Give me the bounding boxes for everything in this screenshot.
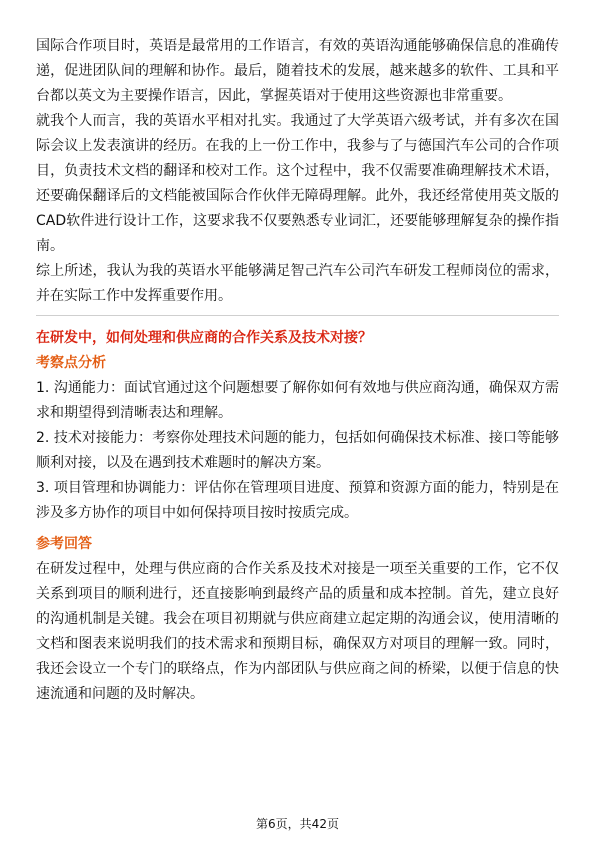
analysis-item: 1. 沟通能力：面试官通过这个问题想要了解你如何有效地与供应商沟通，确保双方需求和期望得到清晰表达和理解。 xyxy=(36,380,559,421)
page-content xyxy=(36,34,559,707)
answer-paragraph: 在研发过程中，处理与供应商的合作关系及技术对接是一项至关重要的工作，它不仅关系到项目的顺利进行，还直接影响到最终产品的质量和成本控制。首先，建立良好的沟通机制是关键。我会在项目初期就与供应商建立起定期的沟通会议，使用清晰的文档和图表来说明我们的技术需求和预期目标，确保双方对项目的理解一致。同时，我还会设立一个专门的联络点，作为内部团队与供应商之间的桥梁，以便于信息的快速流通和问题的及时解决。 xyxy=(36,561,559,702)
intro-paragraph: 就我个人而言，我的英语水平相对扎实。我通过了大学英语六级考试，并有多次在国际会议上发表演讲的经历。在我的上一份工作中，我参与了与德国汽车公司的合作项目，负责技术文档的翻译和校对工作。这个过程中，我不仅需要准确理解技术术语，还要确保翻译后的文档能被国际合作伙伴无障碍理解。此外，我还经常使用英文版的CAD软件进行设计工作，这要求我不仅要熟悉专业词汇，还要能够理解复杂的操作指南。 xyxy=(36,113,559,254)
analysis-heading: 考察点分析 xyxy=(36,355,106,371)
question-heading: 在研发中，如何处理和供应商的合作关系及技术对接？ xyxy=(36,330,372,346)
page-number: 第6页，共42页 xyxy=(256,817,339,831)
answer-heading: 参考回答 xyxy=(36,536,92,552)
section-divider xyxy=(36,315,559,316)
analysis-item: 2. 技术对接能力：考察你处理技术问题的能力，包括如何确保技术标准、接口等能够顺利对接，以及在遇到技术难题时的解决方案。 xyxy=(36,430,559,471)
intro-paragraph: 综上所述，我认为我的英语水平能够满足智己汽车公司汽车研发工程师岗位的需求，并在实际工作中发挥重要作用。 xyxy=(36,263,559,304)
intro-paragraph: 国际合作项目时，英语是最常用的工作语言，有效的英语沟通能够确保信息的准确传递，促进团队间的理解和协作。最后，随着技术的发展，越来越多的软件、工具和平台都以英文为主要操作语言，因此，掌握英语对于使用这些资源也非常重要。 xyxy=(36,38,559,104)
analysis-item: 3. 项目管理和协调能力：评估你在管理项目进度、预算和资源方面的能力，特别是在涉及多方协作的项目中如何保持项目按时按质完成。 xyxy=(36,480,559,521)
